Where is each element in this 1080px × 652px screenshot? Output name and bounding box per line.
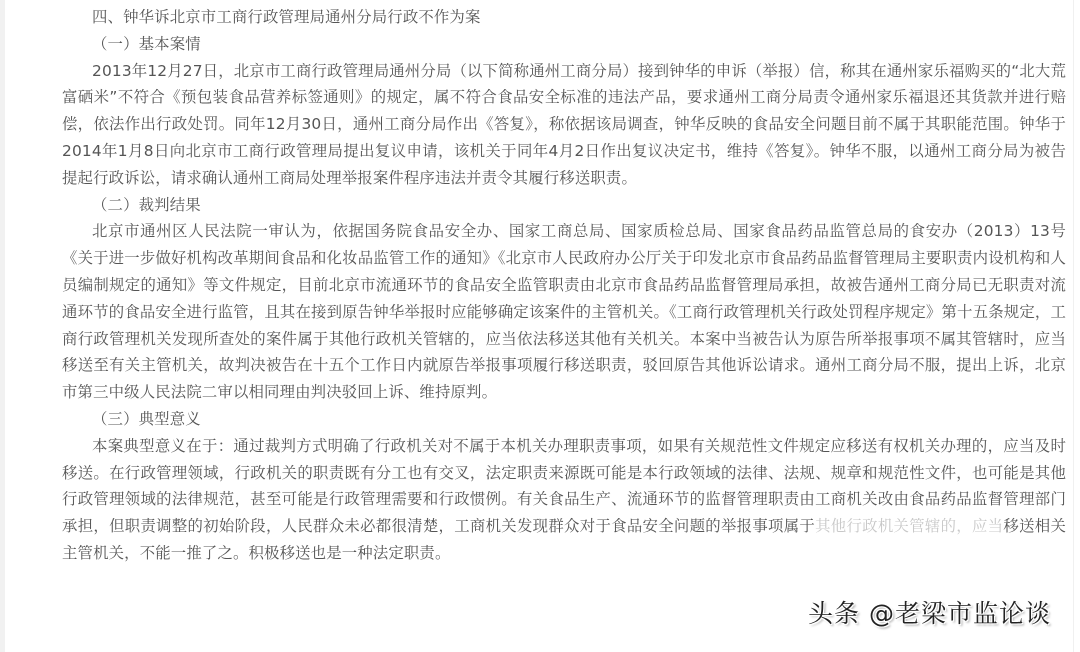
page-right-border — [1073, 0, 1074, 652]
significance-text-end: 移送相关主管机关，不能一推了之。积极移送也是一种法定职责。 — [62, 517, 1066, 562]
section-heading-significance: （三）典型意义 — [92, 409, 201, 428]
source-watermark: 头条 @老梁市监论谈 — [808, 599, 1051, 628]
section-heading-judgment: （二）裁判结果 — [92, 195, 201, 214]
paragraph-significance — [62, 433, 1066, 567]
significance-text-obscured: 其他行政机关管辖的，应当 — [815, 517, 1004, 536]
paragraph-judgment: 北京市通州区人民法院一审认为，依据国务院食品安全办、国家工商总局、国家质检总局、国家食品药品监管总局的食安办（2013）13号《关于进一步做好机构改革期间食品和化妆品监管工作的通知》《北京市人民政府办公厅关于印发北京市食品药品监督管理局主要职责内设机构和人员编制规定的通知》等文件规定，目前北京市流通环节的食品安全监管职责由北京市食品药品监督管理局承担，故被告通州工商分局已无职责对流通环节的食品安全进行监管，且其在接到原告钟华举报时应能够确定该案件的主管机关。《工商行政管理机关行政处罚程序规定》第十五条规定，工商行政管理机关发现所查处的案件属于其他行政机关管辖的，应当依法移送其他有关机关。本案中当被告认为原告所举报事项不属其管辖时，应当移送至有关主管机关，故判决被告在十五个工作日内就原告举报事项履行移送职责，驳回原告其他诉讼请求。通州工商分局不服，提出上诉，北京市第三中级人民法院二审以相同理由判决驳回上诉、维持原判。 — [62, 222, 1066, 402]
article-body — [62, 4, 1066, 567]
page-left-margin — [0, 0, 5, 652]
section-heading-basic-facts: （一）基本案情 — [92, 34, 201, 53]
case-title: 四、钟华诉北京市工商行政管理局通州分局行政不作为案 — [92, 8, 481, 26]
significance-text-main: 本案典型意义在于：通过裁判方式明确了行政机关对不属于本机关办理职责事项，如果有关规范性文件规定应移送有权机关办理的，应当及时移送。在行政管理领域，行政机关的职责既有分工也有交叉，法定职责来源既可能是本行政领域的法律、法规、规章和规范性文件，也可能是其他行政管理领域的法律规范，甚至可能是行政管理需要和行政惯例。有关食品生产、流通环节的监督管理职责由工商机关改由食品药品监督管理部门承担，但职责调整的初始阶段，人民群众未必都很清楚，工商机关发现群众对于食品安全问题的举报事项属于 — [62, 436, 1066, 536]
paragraph-basic-facts: 2013年12月27日，北京市工商行政管理局通州分局（以下简称通州工商分局）接到钟华的申诉（举报）信，称其在通州家乐福购买的“北大荒富硒米”不符合《预包装食品营养标签通则》的规定，属不符合食品安全标准的违法产品，要求通州工商分局责令通州家乐福退还其货款并进行赔偿，依法作出行政处罚。同年12月30日，通州工商分局作出《答复》，称依据该局调查，钟华反映的食品安全问题目前不属于其职能范围。钟华于2014年1月8日向北京市工商行政管理局提出复议申请，该机关于同年4月2日作出复议决定书，维持《答复》。钟华不服，以通州工商分局为被告提起行政诉讼，请求确认通州工商局处理举报案件程序违法并责令其履行移送职责。 — [62, 61, 1066, 187]
